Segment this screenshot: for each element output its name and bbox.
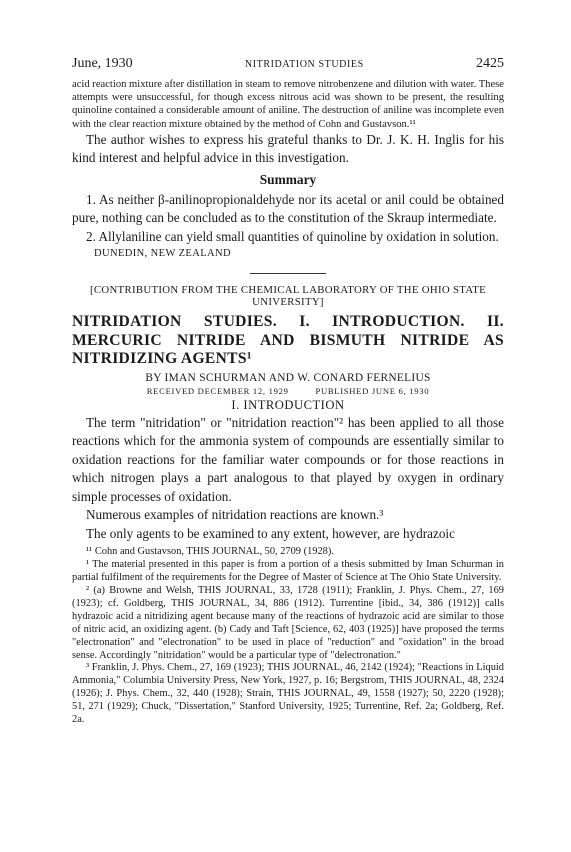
footnote-11: ¹¹ Cohn and Gustavson, THIS JOURNAL, 50, 2709 (1928). — [86, 546, 334, 558]
introduction-heading: I. INTRODUCTION — [231, 397, 345, 412]
footnote-3: ³ Franklin, J. Phys. Chem., 27, 169 (1923); THIS JOURNAL, 46, 2142 (1924); "Reactions in Liquid Ammonia," Columbia University Press, New York, 1927, p. 16; Bergstrom, THIS JOURNAL, 48, 2324 (1926); J. Phys. Chem., 32, 440 (1928); Strain, THIS JOURNAL, 49, 1558 (1927); 50, 2220 (1928); 51, 271 (1929); Chuck, "Dissertation," Stanford University, 1925; Turrentine, Ref. 2a; Goldberg, Ref. 2a. — [72, 662, 504, 726]
received-date: RECEIVED DECEMBER 12, 1929 — [146, 385, 289, 396]
header-date: June, 1930 — [72, 56, 133, 71]
journal-page — [72, 56, 504, 727]
header-page-number: 2425 — [476, 56, 504, 71]
summary-heading: Summary — [259, 171, 317, 187]
intro-paragraph-3: The only agents to be examined to any extent, however, are hydrazoic — [86, 525, 455, 541]
summary-item-2: 2. Allylaniline can yield small quantities of quinoline by oxidation in solution. — [86, 228, 499, 244]
header-running-title: NITRIDATION STUDIES — [244, 59, 364, 70]
byline: BY IMAN SCHURMAN AND W. CONARD FERNELIUS — [145, 371, 431, 384]
continued-paragraph: acid reaction mixture after distillation in steam to remove nitrobenzene and dilution with water. These attempts were unsuccessful, for though excess nitrous acid was shown to be present, the resulting quinoline contained a considerable amount of aniline. The destruction of aniline was incomplete even with the clear reaction mixture obtained by the method of Cohn and Gustavson.¹¹ — [72, 79, 504, 130]
section-divider — [250, 273, 326, 274]
footnote-2: ² (a) Browne and Welsh, THIS JOURNAL, 33, 1728 (1911); Franklin, J. Phys. Chem., 27, 169 (1923); cf. Goldberg, THIS JOURNAL, 34, 886 (1912). Turrentine [ibid., 34, 386 (1912)] calls hydrazoic acid a nitridizing agent because many of the reactions of hydrazoic acid are similar to those of nitric acid, an oxidizing agent. (b) Cady and Taft [Science, 62, 403 (1925)] have proposed the terms "electronation" and "electronation" to be used in place of "reduction" and "oxidation" in the broad sense. Accordingly "nitridation" would be a particular type of "delectronation." — [72, 585, 504, 661]
footnote-1: ¹ The material presented in this paper is from a portion of a thesis submitted by Iman Schurman in partial fulfilment of the requirements for the Degree of Master of Science at The Ohio State University. — [72, 559, 504, 584]
intro-paragraph-2: Numerous examples of nitridation reactions are known.³ — [86, 507, 384, 523]
published-date: PUBLISHED JUNE 6, 1930 — [315, 385, 430, 396]
acknowledgment-paragraph: The author wishes to express his grateful thanks to Dr. J. K. H. Inglis for his kind interest and helpful advice in this investigation. — [72, 131, 504, 166]
summary-item-1: 1. As neither β-anilinopropionaldehyde nor its acetal or anil could be obtained pure, nothing can be concluded as to the constitution of the Skraup intermediate. — [72, 191, 504, 226]
author-location: DUNEDIN, NEW ZEALAND — [94, 248, 231, 260]
dates-line — [72, 386, 504, 396]
running-header — [72, 56, 504, 78]
intro-paragraph-1: The term "nitridation" or "nitridation reaction"² has been applied to all those reactions which for the ammonia system of compounds are essentially similar to oxidation reactions for the familiar water compounds or for those reactions in which nitrogen plays a part analogous to that played by oxygen in ordinary simple processes of oxidation. — [72, 414, 504, 504]
contribution-line: [CONTRIBUTION FROM THE CHEMICAL LABORATORY OF THE OHIO STATE UNIVERSITY] — [89, 284, 487, 309]
footnotes — [72, 546, 504, 727]
article-title: NITRIDATION STUDIES. I. INTRODUCTION. II. MERCURIC NITRIDE AND BISMUTH NITRIDE AS NITRIDIZING AGENTS¹ — [72, 313, 504, 368]
